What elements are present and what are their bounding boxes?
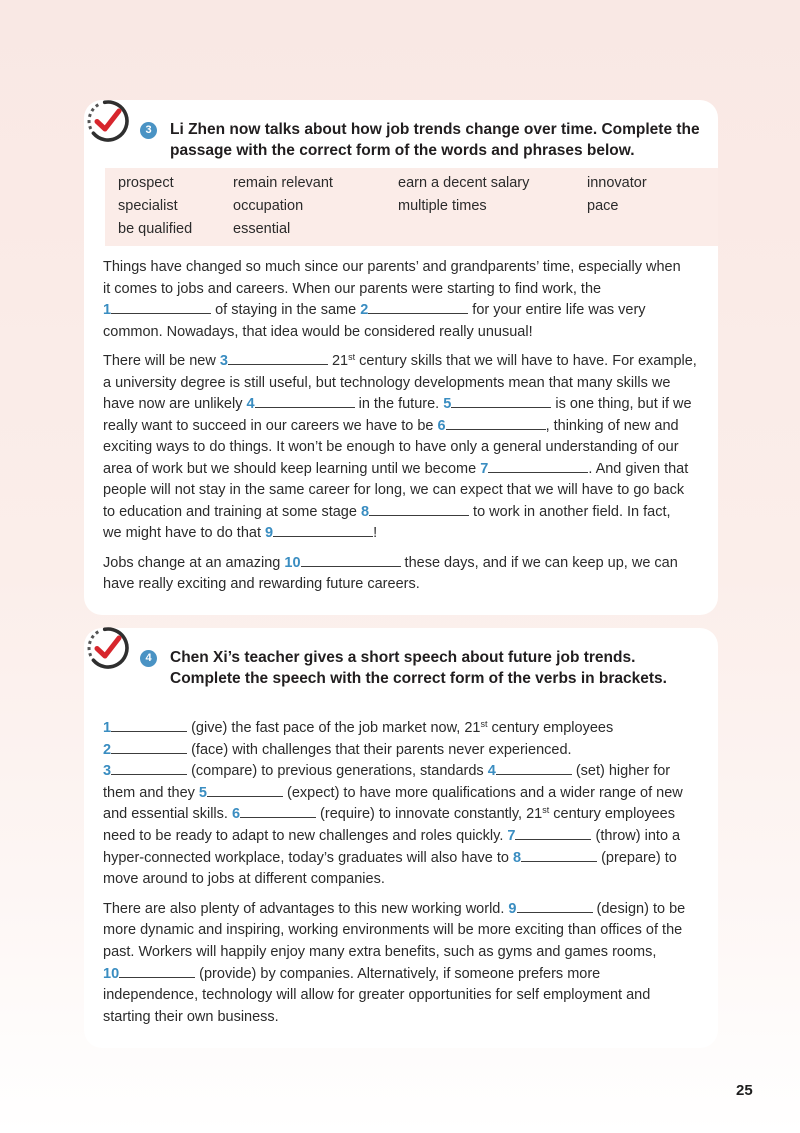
passage-text: (require) to innovate constantly, 21 <box>316 806 543 823</box>
passage-text: and essential skills. <box>103 806 232 823</box>
passage-text: Jobs change at an amazing <box>103 554 285 571</box>
answer-blank-7 <box>480 461 588 477</box>
passage-line <box>103 257 697 279</box>
passage-line <box>103 985 685 1007</box>
word-bank-item: prospect <box>118 175 174 191</box>
passage-text: past. Workers will happily enjoy many extra benefits, such as gyms and games rooms, <box>103 943 657 960</box>
word-bank-item: pace <box>587 198 619 214</box>
passage-line <box>103 899 685 921</box>
answer-blank-10 <box>103 966 195 982</box>
passage-text: area of work but we should keep learning until we become <box>103 460 481 477</box>
blank-number: 5 <box>198 784 207 801</box>
passage-text: exciting ways to do things. It won’t be enough to have only a general understanding of our <box>103 439 679 455</box>
blank-underline <box>451 395 551 408</box>
answer-blank-5 <box>443 396 551 412</box>
answer-blank-6 <box>437 418 545 434</box>
passage-text: . And given that <box>588 460 689 477</box>
passage-text: (face) with challenges that their parents never experienced. <box>187 741 572 758</box>
passage-text: hyper-connected workplace, today’s graduates will also have to <box>103 849 513 866</box>
passage-line <box>103 920 685 942</box>
passage-line <box>103 480 697 502</box>
exercise-number-badge: 4 <box>140 650 157 667</box>
answer-blank-5 <box>199 785 283 801</box>
instruction-line: Li Zhen now talks about how job trends change over time. Complete the <box>170 121 700 138</box>
exercise-instructions <box>170 648 667 689</box>
check-circle-icon <box>84 624 132 672</box>
answer-blank-6 <box>232 806 316 822</box>
blank-underline <box>301 554 401 567</box>
word-bank-item: earn a decent salary <box>398 175 530 191</box>
blank-number: 1 <box>103 720 112 736</box>
blank-number: 3 <box>219 353 228 369</box>
passage-text: (design) to be <box>592 900 686 917</box>
passage-text: (prepare) to <box>597 849 677 866</box>
check-mark <box>97 111 119 129</box>
passage-text: (expect) to have more qualifications and a wider range of new <box>283 784 683 801</box>
ordinal-superscript: st <box>480 719 488 729</box>
answer-blank-9 <box>508 901 592 917</box>
blank-number: 2 <box>360 302 369 318</box>
passage-line <box>103 437 697 459</box>
check-circle-graphic <box>84 624 132 672</box>
blank-number: 4 <box>246 396 255 412</box>
passage-text: Things have changed so much since our parents’ and grandparents’ time, especially when <box>103 259 681 275</box>
ordinal-superscript: st <box>542 805 550 816</box>
answer-blank-8 <box>361 504 469 520</box>
blank-underline <box>446 417 546 430</box>
answer-blank-2 <box>360 302 468 318</box>
instruction-line: Chen Xi’s teacher gives a short speech about future job trends. <box>170 649 636 666</box>
passage-text: (provide) by companies. Alternatively, if someone prefers more <box>195 965 601 982</box>
passage-paragraph <box>103 899 685 1029</box>
passage-line <box>103 574 697 596</box>
passage-text: starting their own business. <box>103 1008 279 1025</box>
passage-text: have really exciting and rewarding future careers. <box>103 576 420 592</box>
passage-line <box>103 279 697 301</box>
blank-underline <box>515 827 591 840</box>
passage-text: move around to jobs at different companies. <box>103 871 385 888</box>
passage-line <box>103 502 697 524</box>
passage-text: is one thing, but if we <box>551 396 692 412</box>
passage-text-block <box>103 257 697 604</box>
passage-text: , thinking of new and <box>545 417 679 434</box>
blank-underline <box>368 301 468 314</box>
answer-blank-4 <box>246 396 354 412</box>
blank-underline <box>207 784 283 797</box>
passage-text: century employees <box>487 720 614 736</box>
answer-blank-3 <box>220 353 328 369</box>
word-bank-row <box>105 195 718 218</box>
answer-blank-10 <box>284 555 400 571</box>
word-bank-row <box>105 218 718 241</box>
ordinal-superscript: st <box>348 352 356 362</box>
blank-number: 6 <box>437 417 446 434</box>
passage-text: of staying in the same <box>211 302 361 318</box>
passage-text: (give) the fast pace of the job market now, 21 <box>187 720 481 736</box>
check-circle-icon <box>84 97 132 145</box>
instruction-line: Complete the speech with the correct form of the verbs in brackets. <box>170 669 667 687</box>
passage-paragraph <box>103 257 697 343</box>
answer-blank-9 <box>265 525 373 541</box>
answer-blank-1 <box>103 302 211 318</box>
word-bank-item: specialist <box>118 198 178 214</box>
blank-underline <box>228 352 328 365</box>
blank-number: 4 <box>487 763 496 780</box>
answer-blank-3 <box>103 763 187 779</box>
blank-number: 10 <box>103 965 120 982</box>
blank-number: 8 <box>360 503 370 520</box>
speech-text-block <box>103 718 685 1036</box>
exercise-instructions <box>170 120 700 161</box>
passage-text: to work in another field. In fact, <box>469 503 671 520</box>
passage-text: independence, technology will allow for greater opportunities for self employment and <box>103 987 651 1004</box>
passage-text: (compare) to previous generations, standards <box>187 763 488 780</box>
passage-text: have now are unlikely <box>103 396 247 412</box>
passage-line <box>103 416 697 438</box>
passage-line <box>103 300 697 322</box>
passage-text: them and they <box>103 784 199 801</box>
passage-line <box>103 718 685 740</box>
passage-line <box>103 783 685 805</box>
blank-underline <box>488 460 588 473</box>
blank-underline <box>240 805 316 818</box>
passage-text: a university degree is still useful, but technology developments mean that many skills we <box>103 374 671 391</box>
exercise-number-badge: 3 <box>140 122 157 139</box>
blank-number: 9 <box>265 525 274 541</box>
check-circle-graphic <box>84 97 132 145</box>
blank-underline <box>111 301 211 314</box>
word-bank-item: multiple times <box>398 198 487 214</box>
passage-text: (set) higher for <box>571 763 671 780</box>
passage-line <box>103 761 685 783</box>
blank-number: 7 <box>507 827 516 844</box>
blank-underline <box>111 719 187 732</box>
passage-text: for your entire life was very <box>468 302 646 318</box>
passage-text: (throw) into a <box>591 827 681 844</box>
passage-text: in the future. <box>354 396 444 412</box>
passage-line <box>103 804 685 826</box>
passage-paragraph <box>103 553 697 596</box>
word-bank <box>105 168 718 246</box>
answer-blank-4 <box>488 763 572 779</box>
blank-underline <box>517 900 593 913</box>
blank-underline <box>255 395 355 408</box>
page-number: 25 <box>736 1082 753 1099</box>
passage-text: century skills that we will have to have. For example, <box>355 353 697 369</box>
check-mark <box>97 638 119 656</box>
answer-blank-7 <box>507 828 591 844</box>
passage-text: really want to succeed in our careers we have to be <box>103 417 438 434</box>
passage-line <box>103 942 685 964</box>
word-bank-item: innovator <box>587 175 647 191</box>
passage-text: more dynamic and inspiring, working environments will be more exciting than offices of the <box>103 922 683 939</box>
passage-line <box>103 459 697 481</box>
blank-underline <box>119 965 195 978</box>
passage-line <box>103 553 697 575</box>
blank-number: 3 <box>103 763 112 780</box>
blank-underline <box>111 741 187 754</box>
passage-text: these days, and if we can keep up, we can <box>400 554 678 571</box>
word-bank-item: remain relevant <box>233 175 333 191</box>
answer-blank-2 <box>103 742 187 758</box>
passage-text: 21 <box>327 353 349 369</box>
blank-number: 9 <box>508 900 517 917</box>
passage-text: we might have to do that <box>103 525 266 541</box>
passage-line <box>103 394 697 416</box>
passage-text: it comes to jobs and careers. When our parents were starting to find work, the <box>103 280 602 297</box>
passage-line <box>103 373 697 395</box>
blank-underline <box>369 503 469 516</box>
word-bank-item: be qualified <box>118 221 193 237</box>
word-bank-item: occupation <box>233 198 304 214</box>
passage-text: There are also plenty of advantages to this new working world. <box>103 900 509 917</box>
passage-line <box>103 964 685 986</box>
passage-text: ! <box>373 525 378 541</box>
word-bank-item: essential <box>233 221 291 237</box>
answer-blank-8 <box>513 850 597 866</box>
word-bank-row <box>105 172 718 195</box>
blank-number: 10 <box>284 554 301 571</box>
blank-underline <box>273 524 373 537</box>
passage-text: need to be ready to adapt to new challenges and roles quickly. <box>103 827 508 844</box>
passage-text: people will not stay in the same career for long, we can expect that we will have to go back <box>103 482 685 498</box>
blank-number: 2 <box>103 741 112 758</box>
passage-text: to education and training at some stage <box>103 503 361 520</box>
passage-text: There will be new <box>103 353 220 369</box>
blank-underline <box>111 762 187 775</box>
blank-underline <box>521 849 597 862</box>
passage-paragraph <box>103 718 685 891</box>
blank-underline <box>496 762 572 775</box>
passage-text: century employees <box>549 806 675 823</box>
passage-line <box>103 848 685 870</box>
blank-number: 5 <box>443 396 452 412</box>
passage-text: common. Nowadays, that idea would be considered really unusual! <box>103 323 533 340</box>
passage-line <box>103 351 697 373</box>
blank-number: 7 <box>480 460 489 477</box>
passage-line <box>103 322 697 344</box>
passage-line <box>103 740 685 762</box>
passage-line <box>103 523 697 545</box>
passage-line <box>103 869 685 891</box>
blank-number: 6 <box>231 806 241 823</box>
passage-line <box>103 1007 685 1029</box>
passage-paragraph <box>103 351 697 545</box>
answer-blank-1 <box>103 720 187 736</box>
instruction-line: passage with the correct form of the words and phrases below. <box>170 141 635 159</box>
blank-number: 1 <box>103 302 112 318</box>
blank-number: 8 <box>513 849 522 866</box>
passage-line <box>103 826 685 848</box>
